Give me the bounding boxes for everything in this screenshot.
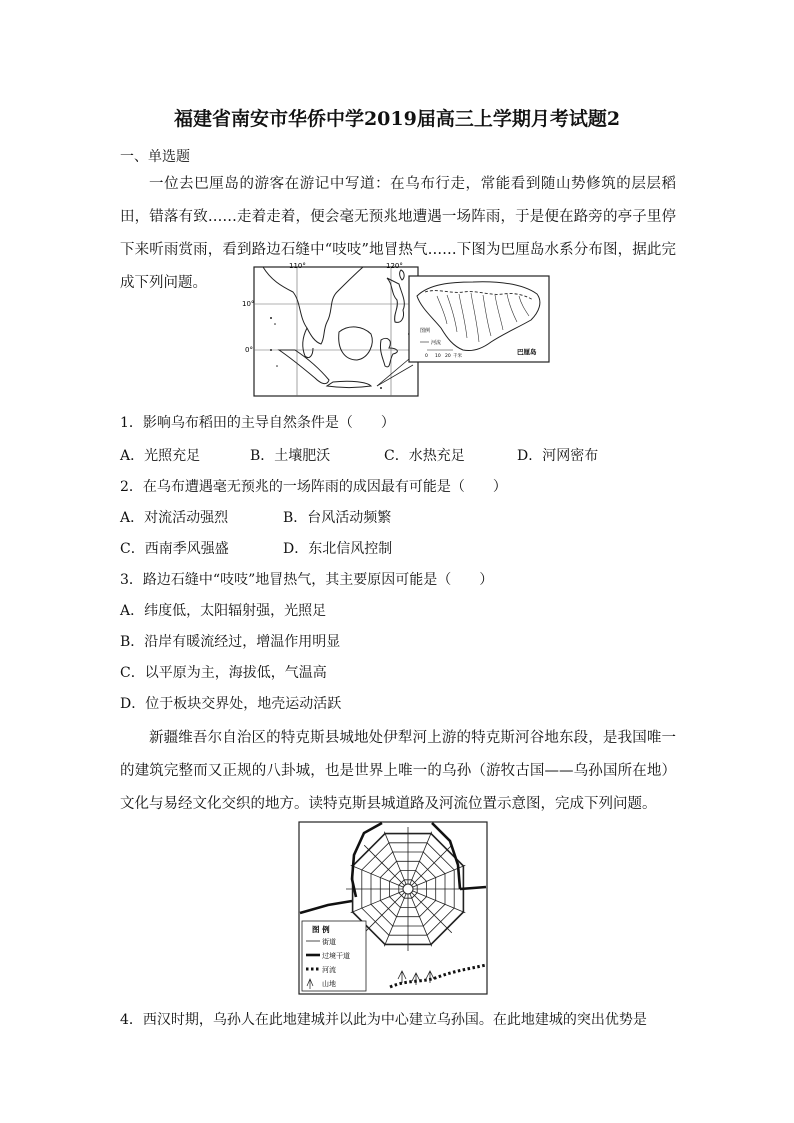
legend-title: 图 例 [312,925,330,934]
question-1-stem: 1．影响乌布稻田的主导自然条件是（ ） [120,415,395,431]
q3-option-a: A．纬度低，太阳辐射强，光照足 [120,603,327,619]
inset-bali-label: 巴厘岛 [517,348,537,356]
city-center [403,884,413,894]
page-title: 福建省南安市华侨中学2019届高三上学期月考试题2 [173,108,621,130]
lon-label-110: 110° [289,262,306,270]
q1-option-c: C．水热充足 [384,448,465,464]
inset-legend-title: 图例 [420,328,431,334]
q3-option-d: D．位于板块交界处，地壳运动活跃 [120,696,342,712]
q2-option-b: B．台风活动频繁 [283,510,392,526]
legend-street: 街道 [322,938,336,946]
legend-through-road: 过境干道 [322,952,350,960]
q2-option-c: C．西南季风强盛 [120,541,229,557]
legend-mountain: 山地 [322,980,336,988]
question-2-stem: 2．在乌布遭遇毫无预兆的一场阵雨的成因最有可能是（ ） [120,479,507,495]
q1-option-b: B．土壤肥沃 [250,448,331,464]
scale-20: 20 [445,354,451,359]
question-4-stem: 4．西汉时期，乌孙人在此地建城并以此为中心建立乌孙国。在此地建城的突出优势是 [120,1012,647,1028]
lat-label-0: 0° [245,346,253,354]
q2-option-d: D．东北信风控制 [283,541,393,557]
q1-option-d: D．河网密布 [517,448,599,464]
bali-water-system-map [241,262,552,397]
q2-option-a: A．对流活动强烈 [120,510,229,526]
passage-bali: 一位去巴厘岛的游客在游记中写道：在乌布行走，常能看到随山势修筑的层层稻田，错落有致……走着走着，便会毫无预兆地遭遇一场阵雨，于是便在路旁的亭子里停下来听雨赏雨，看到路边石缝中“吱吱”地冒热气……下图为巴厘岛水系分布图，据此完成下列问题。 [120,176,676,291]
lon-label-120: 120° [386,262,403,270]
q3-option-c: C．以平原为主，海拔低，气温高 [120,665,327,681]
q1-option-a: A．光照充足 [120,448,201,464]
scale-unit: 千米 [453,354,462,359]
scale-0: 0 [425,354,428,359]
inset-legend-river: 河流 [431,340,442,346]
q3-option-b: B．沿岸有暖流经过，增温作用明显 [120,634,341,650]
scale-10: 10 [435,354,441,359]
legend-river: 河流 [322,966,336,974]
section-heading: 一、单选题 [120,149,190,165]
passage-tekes: 新疆维吾尔自治区的特克斯县城地处伊犁河上游的特克斯河谷地东段，是我国唯一的建筑完整而又正规的八卦城，也是世界上唯一的乌孙（游牧古国——乌孙国所在地）文化与易经文化交织的地方。读特克斯县城道路及河流位置示意图，完成下列问题。 [120,730,676,812]
lat-label-10: 10° [242,300,255,308]
question-3-stem: 3．路边石缝中“吱吱”地冒热气，其主要原因可能是（ ） [120,572,494,588]
tekes-road-river-map [298,821,488,995]
